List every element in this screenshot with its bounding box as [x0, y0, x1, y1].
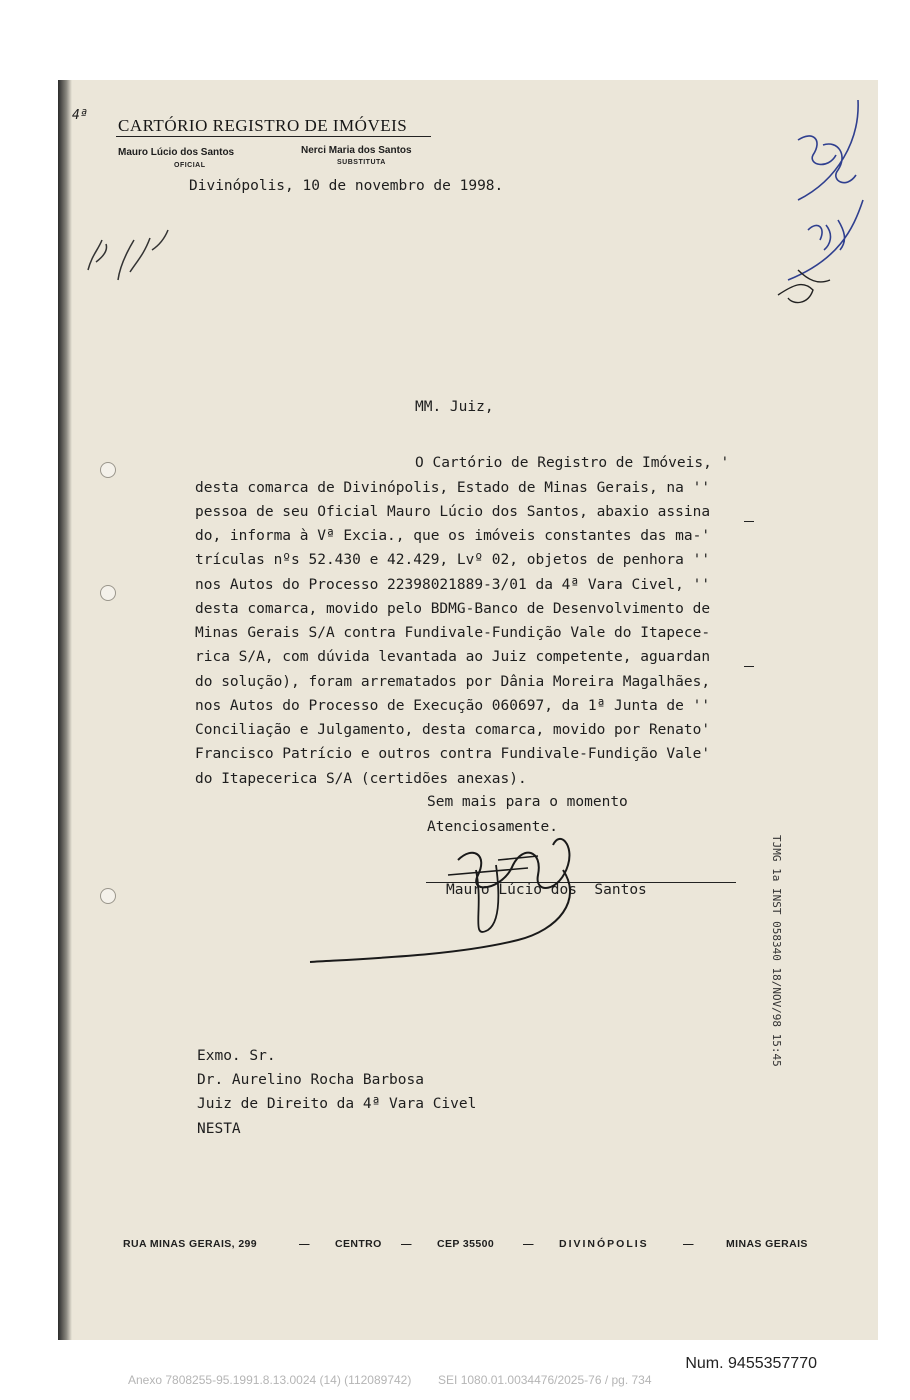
substitute-role: SUBSTITUTA [337, 159, 386, 166]
official-name: Mauro Lúcio dos Santos [118, 147, 235, 158]
footer-cep: CEP 35500 [437, 1238, 495, 1250]
body-line: trículas nºs 52.430 e 42.429, Lvº 02, objetos de penhora '' [195, 552, 711, 568]
body-line: do Itapecerica S/A (certidões anexas). [195, 771, 527, 787]
salutation: MM. Juiz, [415, 399, 494, 415]
body-line: nos Autos do Processo de Execução 060697, da 1ª Junta de '' [195, 698, 711, 714]
scanned-letter-page [58, 80, 878, 1340]
signature-name: Mauro Lúcio dos Santos [446, 882, 647, 898]
document-number: Num. 9455357770 [685, 1355, 817, 1372]
body-line: O Cartório de Registro de Imóveis, ' [415, 455, 730, 471]
body-line: desta comarca de Divinópolis, Estado de Minas Gerais, na '' [195, 480, 711, 496]
footer-street: RUA MINAS GERAIS, 299 [123, 1238, 258, 1250]
recipient-line: Juiz de Direito da 4ª Vara Civel [197, 1096, 477, 1112]
punch-hole [100, 462, 116, 478]
document-footer-reference: Anexo 7808255-95.1991.8.13.0024 (14) (112089742) SEI 1080.01.0034476/2025-76 / pg. 734 [128, 1373, 652, 1387]
footer-dash: — [299, 1238, 310, 1250]
body-line: Francisco Patrício e outros contra Fundivale-Fundição Vale' [195, 746, 711, 762]
official-role: OFICIAL [174, 162, 206, 169]
punch-hole [100, 888, 116, 904]
body-line: pessoa de seu Oficial Mauro Lúcio dos Santos, abaxio assina [195, 504, 711, 520]
recipient-line: Dr. Aurelino Rocha Barbosa [197, 1072, 424, 1088]
date-line: Divinópolis, 10 de novembro de 1998. [189, 178, 504, 194]
footer-city: DIVINÓPOLIS [559, 1238, 649, 1250]
closing-line: Sem mais para o momento [427, 794, 628, 810]
body-line: Minas Gerais S/A contra Fundivale-Fundição Vale do Itapece- [195, 625, 711, 641]
body-line: nos Autos do Processo 22398021889-3/01 da 4ª Vara Civel, '' [195, 577, 711, 593]
body-line: do, informa à Vª Excia., que os imóveis constantes das ma-' [195, 528, 711, 544]
body-line: do solução), foram arrematados por Dânia Moreira Magalhães, [195, 674, 711, 690]
footer-state: MINAS GERAIS [726, 1238, 808, 1250]
substitute-name: Nerci Maria dos Santos [301, 145, 412, 156]
underline-mark [744, 521, 754, 522]
letterhead-rule [116, 136, 431, 137]
footer-dash: — [683, 1238, 694, 1250]
closing-line: Atenciosamente. [427, 819, 558, 835]
letterhead-title: CARTÓRIO REGISTRO DE IMÓVEIS [118, 116, 408, 135]
underline-mark [744, 666, 754, 667]
margin-note: 4ª [72, 108, 88, 123]
handwritten-blue-annotation [768, 100, 878, 310]
protocol-stamp: TJMG 1a INST 058340 18/NOV/98 15:45 [770, 835, 783, 1067]
recipient-line: NESTA [197, 1121, 241, 1137]
handwritten-annotation [78, 210, 178, 290]
handwritten-signature [298, 820, 598, 980]
scan-shadow-edge [58, 80, 72, 1340]
footer-dash: — [523, 1238, 534, 1250]
footer-dash: — [401, 1238, 412, 1250]
body-line: Conciliação e Julgamento, desta comarca, movido por Renato' [195, 722, 711, 738]
recipient-line: Exmo. Sr. [197, 1048, 276, 1064]
footer-district: CENTRO [335, 1238, 382, 1250]
punch-hole [100, 585, 116, 601]
body-line: rica S/A, com dúvida levantada ao Juiz competente, aguardan [195, 649, 711, 665]
body-line: desta comarca, movido pelo BDMG-Banco de Desenvolvimento de [195, 601, 711, 617]
